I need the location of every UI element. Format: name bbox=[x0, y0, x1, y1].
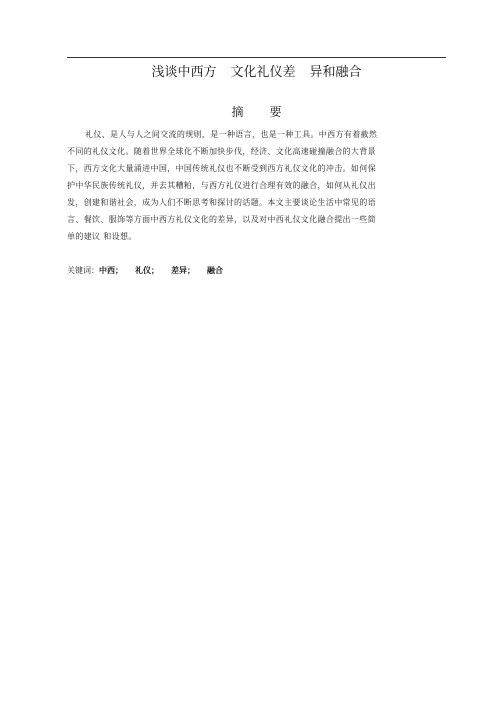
abstract-heading-char-1: 摘 bbox=[231, 105, 244, 119]
title-part-3: 异和融合 bbox=[309, 65, 362, 80]
keyword: 差异； bbox=[171, 266, 195, 275]
title-part-2: 文化礼仪差 bbox=[230, 65, 296, 80]
keyword: 融合 bbox=[207, 266, 223, 275]
keyword: 中西； bbox=[99, 266, 123, 275]
abstract-line: 护中华民族传统礼仪，并去其糟粕，与西方礼仪进行合理有效的融合，如何从礼仪出 bbox=[67, 181, 376, 190]
abstract-line: 单的建议 和设想。 bbox=[67, 232, 137, 241]
keyword: 礼仪； bbox=[135, 266, 159, 275]
keywords-label: 关键词： bbox=[67, 266, 99, 275]
title-part-1: 浅谈中西方 bbox=[151, 65, 217, 80]
abstract-body bbox=[67, 126, 446, 245]
abstract-heading-char-2: 要 bbox=[269, 105, 282, 119]
abstract-line: 言、餐饮、服饰等方面中西方礼仪文化的差异，以及对中西礼仪文化融合提出一些简 bbox=[67, 215, 376, 224]
abstract-line: 发，创建和谐社会，成为人们不断思考和探讨的话题。本文主要谈论生活中常见的语 bbox=[67, 198, 376, 207]
abstract-line: 不同的礼仪文化。随着世界全球化不断加快步伐，经济、文化高速碰撞融合的大背景 bbox=[67, 147, 376, 156]
document-title bbox=[67, 64, 446, 82]
abstract-line: 下，西方文化大量涌进中国，中国传统礼仪也不断受到西方礼仪文化的冲击。如何保 bbox=[67, 164, 376, 173]
abstract-heading bbox=[67, 104, 446, 120]
keywords-line bbox=[67, 264, 446, 278]
header-rule bbox=[67, 57, 446, 58]
abstract-line: 礼仪、是人与人之间交流的规则，是一种语言，也是一种工具。中西方有着截然 bbox=[85, 130, 378, 139]
